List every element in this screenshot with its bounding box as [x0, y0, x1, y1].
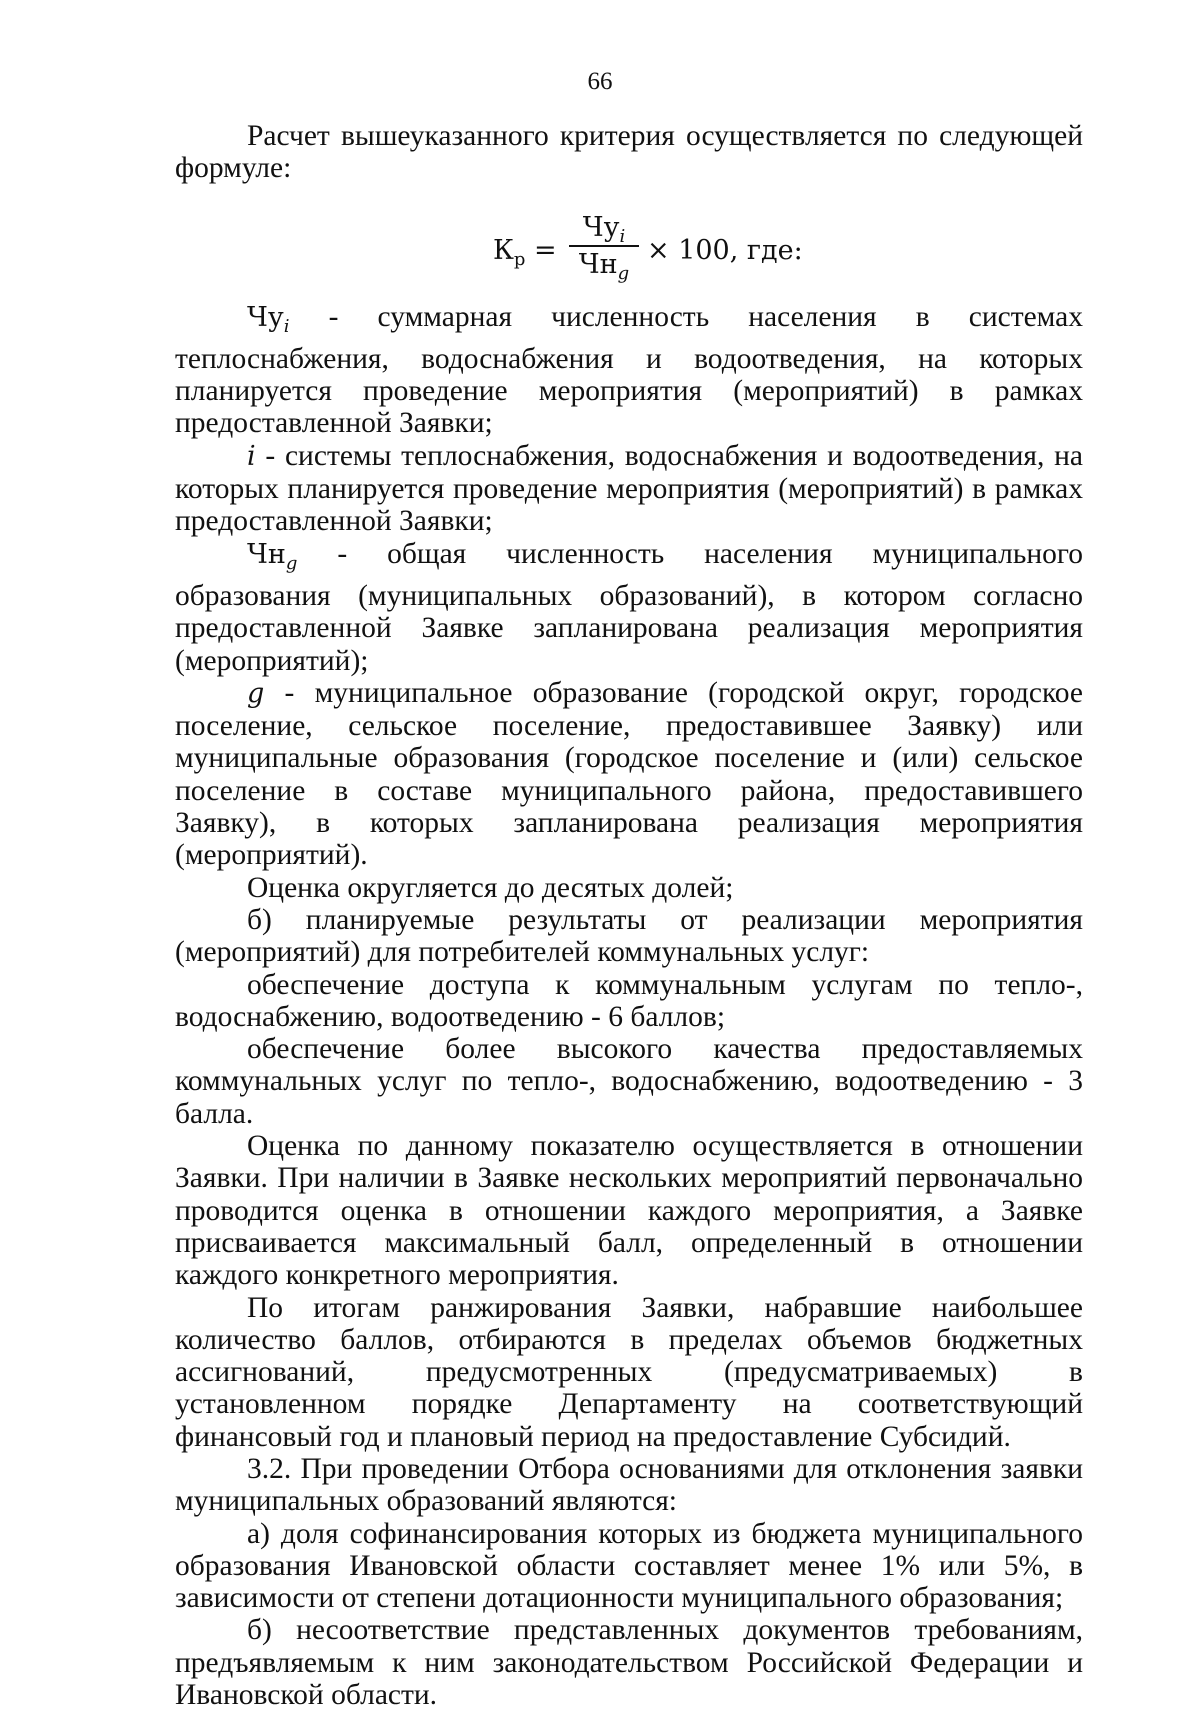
paragraph-text: а) доля софинансирования которых из бюджета муниципального образования Ивановской области составляет менее 1% или 5%, в зависимости от степени дотационности муниципального образования; — [175, 1517, 1083, 1615]
paragraph-text: б) несоответствие представленных документов требованиям, предъявляемым к ним законодательством Российской Федерации и Ивановской области. — [175, 1614, 1083, 1711]
subscript: i — [619, 225, 626, 247]
paragraph-results — [175, 904, 1083, 969]
paragraph-text: - системы теплоснабжения, водоснабжения и водоотведения, на которых планируется проведение мероприятия (мероприятий) в рамках предоставленной Заявки; — [175, 439, 1083, 538]
subscript: g — [285, 552, 298, 574]
subscript: р — [513, 248, 526, 270]
paragraph-chn-definition — [175, 538, 1083, 677]
formula-numerator: $Чу_i$ — [582, 211, 626, 247]
variable-g: g — [247, 677, 265, 709]
paragraph-text: Расчет вышеуказанного критерия осуществляется по следующей формуле: — [175, 120, 1083, 185]
paragraph-ranking — [175, 1292, 1083, 1453]
paragraph-text: Оценка округляется до десятых долей; — [247, 871, 734, 904]
variable-i: i — [247, 440, 256, 472]
paragraph-text: обеспечение доступа к коммунальным услугам по тепло-, водоснабжению, водоотведению - 6 баллов; — [175, 968, 1083, 1033]
page-number: 66 — [587, 68, 613, 95]
paragraph-text: - муниципальное образование (городской округ, городское поселение, сельское поселение, предоставившее Заявку) или муниципальные образования (городское поселение и (или) сельское поселение в составе муниципального района, предоставившего Заявку), в которых запланирована реализация мероприятия (мероприятий). — [175, 676, 1083, 872]
paragraph-quality-points — [175, 1033, 1083, 1130]
paragraph-text: По итогам ранжирования Заявки, набравшие наибольшее количество баллов, отбираются в пределах объемов бюджетных ассигнований, предусмотренных (предусматриваемых) в установленном порядке Департаменту на соответствующий финансовый год и плановый период на предоставление Субсидий. — [175, 1291, 1083, 1453]
subscript: g — [617, 262, 630, 284]
paragraph-text: 3.2. При проведении Отбора основаниями для отклонения заявки муниципальных образований являются: — [175, 1452, 1083, 1518]
paragraph-cofinancing — [175, 1518, 1083, 1615]
paragraph-chu-definition — [175, 301, 1083, 440]
paragraph-text: - общая численность населения муниципального образования (муниципальных образований), в котором согласно предоставленной Заявке запланирована реализация мероприятия (мероприятий); — [175, 537, 1083, 677]
paragraph-g-definition — [175, 677, 1083, 872]
paragraph-i-definition — [175, 440, 1083, 538]
paragraph-text: обеспечение более высокого качества предоставляемых коммунальных услуг по тепло-, водоснабжению, водоотведению - 3 балла. — [175, 1033, 1083, 1130]
paragraph-rounding — [175, 872, 1083, 904]
formula-rhs: × 100, где: — [647, 234, 803, 266]
formula-denominator: $Чн_g$ — [578, 248, 630, 284]
formula-lhs: $К_р$ = — [493, 234, 557, 270]
subscript: i — [283, 315, 290, 337]
paragraph-text: Оценка по данному показателю осуществляется в отношении Заявки. При наличии в Заявке нескольких мероприятий первоначально проводится оценка в отношении каждого мероприятия, а Заявке присваивается максимальный балл, определенный в отношении каждого конкретного мероприятия. — [175, 1130, 1083, 1292]
variable-chn: $Чн_g$ — [247, 538, 298, 574]
paragraph-text: - суммарная численность населения в системах теплоснабжения, водоснабжения и водоотведения, на которых планируется проведение мероприятия (мероприятий) в рамках предоставленной Заявки; — [175, 300, 1083, 440]
paragraph-formula-intro — [175, 120, 1083, 185]
formula-fraction — [569, 211, 639, 283]
document-body — [175, 120, 1083, 1711]
paragraph-evaluation — [175, 1130, 1083, 1291]
paragraph-rejection-grounds — [175, 1453, 1083, 1518]
formula — [175, 211, 1083, 291]
paragraph-access-points — [175, 969, 1083, 1034]
variable-chu: $Чу_i$ — [247, 301, 290, 337]
paragraph-text: б) планируемые результаты от реализации мероприятия (мероприятий) для потребителей коммунальных услуг: — [175, 903, 1083, 969]
